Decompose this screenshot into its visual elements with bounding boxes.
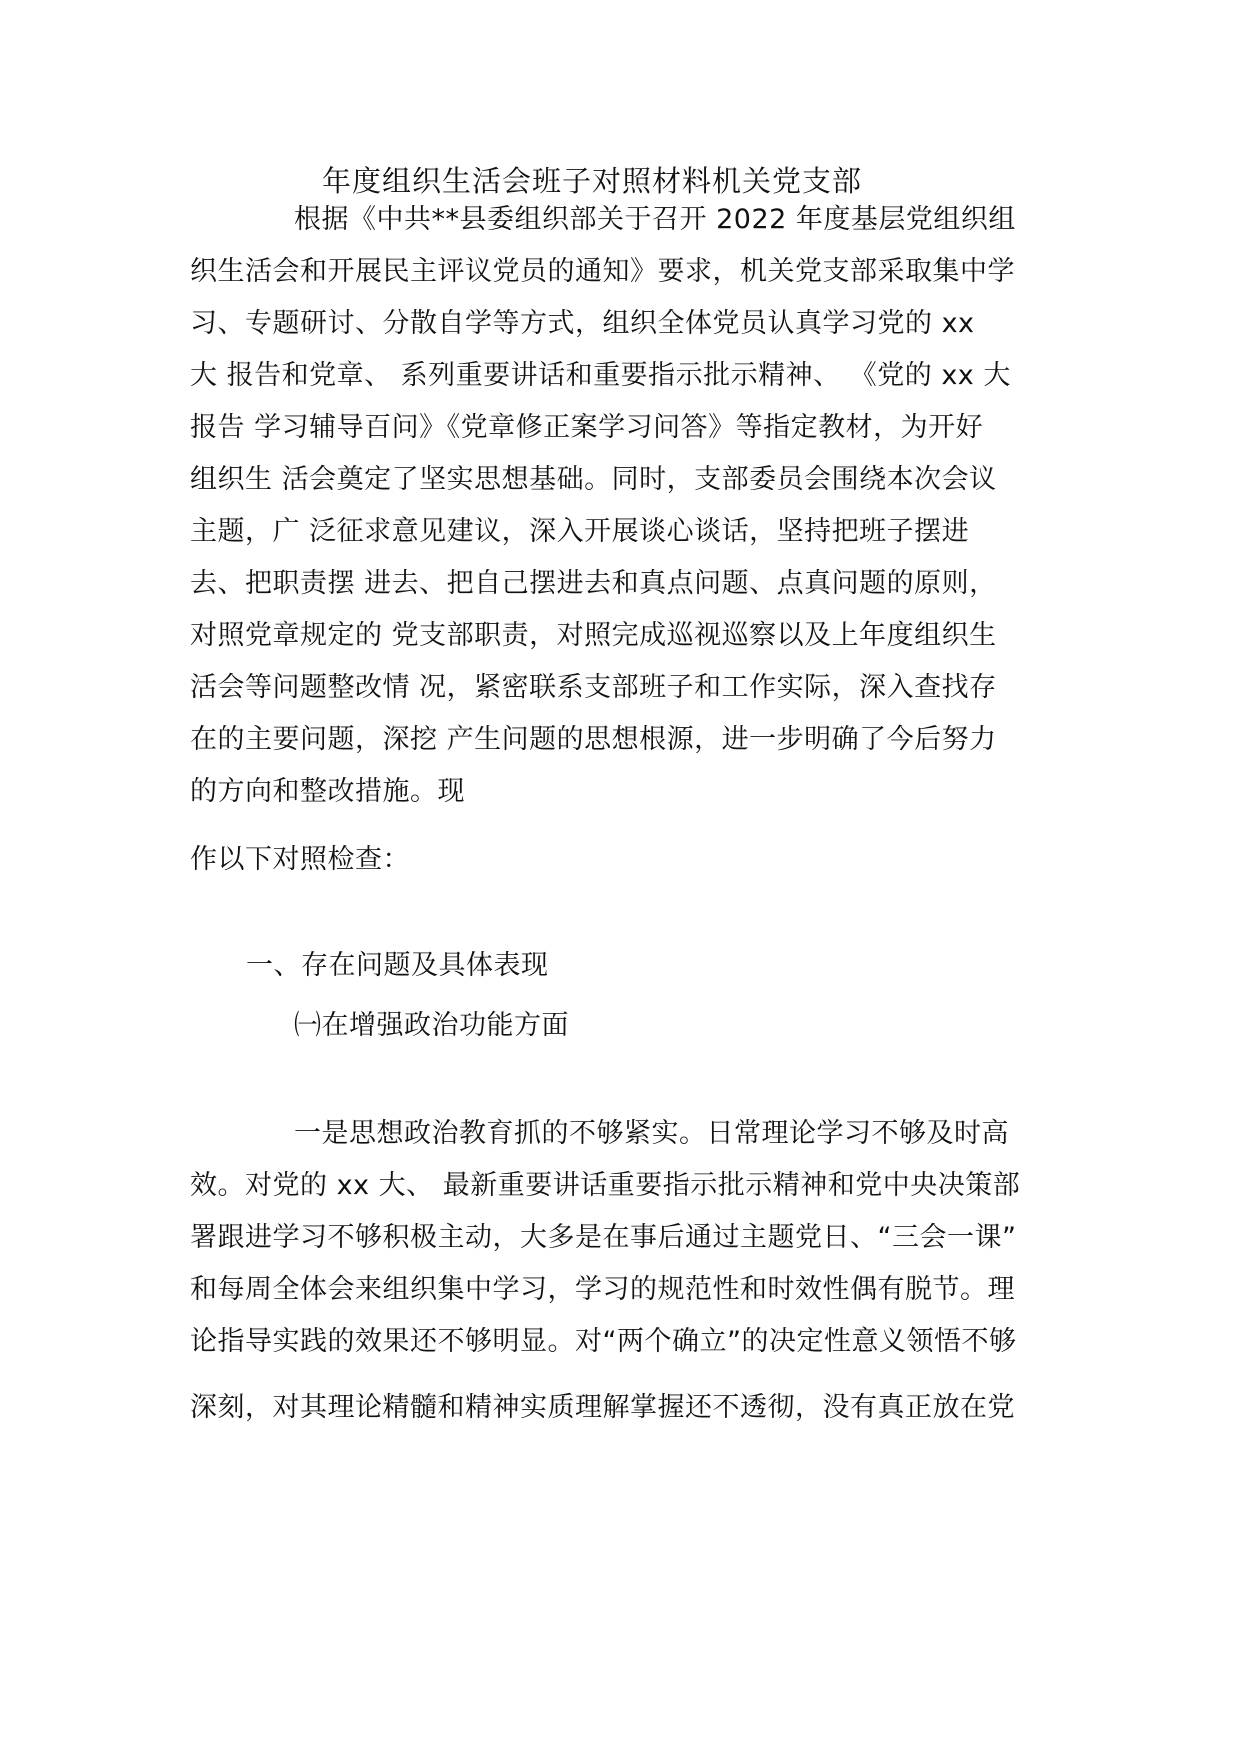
intro-line: 在的主要问题，深挖 产生问题的思想根源，进一步明确了今后努力 — [190, 724, 997, 755]
intro-line: 活会等问题整改情 况，紧密联系支部班子和工作实际，深入查找存 — [190, 672, 997, 703]
intro-line: 报告 学习辅导百问》《党章修正案学习问答》等指定教材，为开好 — [190, 412, 984, 443]
intro-line: 大 报告和党章、 系列重要讲话和重要指示批示精神、 《党的 xx 大 — [190, 360, 1011, 391]
intro-line: 对照党章规定的 党支部职责，对照完成巡视巡察以及上年度组织生 — [190, 620, 997, 651]
body-line: 署跟进学习不够积极主动，大多是在事后通过主题党日、“三会一课” — [190, 1222, 1017, 1253]
intro-line: 根据《中共**县委组织部关于召开 2022 年度基层党组织组 — [294, 204, 1016, 235]
intro-line: 织生活会和开展民主评议党员的通知》要求，机关党支部采取集中学 — [190, 256, 1015, 287]
intro-line: 的方向和整改措施。现 — [190, 776, 465, 807]
intro-line: 习、专题研讨、分散自学等方式，组织全体党员认真学习党的 xx — [190, 308, 975, 339]
body-line: 一是思想政治教育抓的不够紧实。日常理论学习不够及时高 — [294, 1118, 1009, 1149]
intro-line: 去、把职责摆 进去、把自己摆进去和真点问题、点真问题的原则， — [190, 568, 997, 599]
body-line: 效。对党的 xx 大、 最新重要讲话重要指示批示精神和党中央决策部 — [190, 1170, 1021, 1201]
body-line: 深刻，对其理论精髓和精神实质理解掌握还不透彻，没有真正放在党 — [190, 1392, 1015, 1423]
body-line: 和每周全体会来组织集中学习，学习的规范性和时效性偶有脱节。理 — [190, 1274, 1015, 1305]
document-title: 年度组织生活会班子对照材料机关党支部 — [322, 164, 863, 198]
body-line: 论指导实践的效果还不够明显。对“两个确立”的决定性意义领悟不够 — [190, 1326, 1017, 1357]
intro-tail: 作以下对照检查： — [190, 844, 410, 875]
intro-line: 组织生 活会奠定了坚实思想基础。同时，支部委员会围绕本次会议 — [190, 464, 997, 495]
intro-line: 主题，广 泛征求意见建议，深入开展谈心谈话，坚持把班子摆进 — [190, 516, 970, 547]
subsection-heading: ㈠在增强政治功能方面 — [294, 1010, 569, 1041]
section-heading: 一、存在问题及具体表现 — [246, 950, 549, 981]
